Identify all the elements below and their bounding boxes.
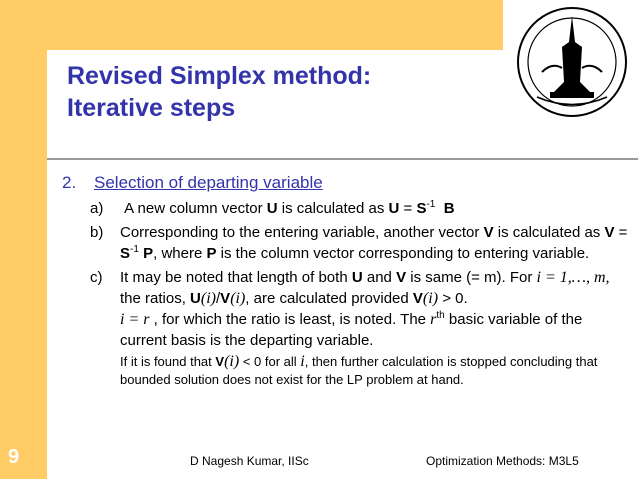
content-list (90, 198, 630, 392)
note-text: If it is found that (120, 354, 212, 369)
iisc-logo-icon (512, 2, 632, 122)
equals-sign: = (618, 224, 628, 241)
item-text: It may be noted that length of both (120, 269, 348, 286)
section-heading (62, 172, 323, 194)
vector-u: U (351, 269, 363, 286)
index-r: i = r (120, 311, 150, 328)
matrix-s: S (416, 200, 427, 217)
vector-v: V (215, 354, 225, 369)
vector-v: V (483, 224, 494, 241)
matrix-s: S (120, 245, 131, 262)
list-item-b (90, 222, 630, 264)
index-r: r (430, 311, 437, 328)
top-band (0, 0, 503, 50)
ratio-slash: / (216, 290, 221, 307)
vector-u: U (190, 290, 201, 307)
vector-u: U (388, 200, 400, 217)
list-item-a (90, 198, 630, 219)
vector-v: V (220, 290, 231, 307)
item-text: is calculated as (497, 224, 601, 241)
item-text: is calculated as (281, 200, 385, 217)
item-text: is same (= m). For (410, 269, 533, 286)
index-i: (i) (422, 290, 439, 307)
index-i: (i) (230, 290, 246, 307)
item-text: > 0. (442, 290, 468, 307)
slide-title (67, 60, 371, 124)
list-item-c (90, 267, 630, 389)
vector-v: V (412, 290, 423, 307)
vector-p: P (206, 245, 217, 262)
item-text: , are calculated provided (245, 290, 409, 307)
left-sidebar-band (0, 0, 47, 479)
item-text: A new column vector (124, 200, 263, 217)
vector-v: V (396, 269, 407, 286)
item-text: is the column vector corresponding to entering variable. (220, 245, 590, 262)
item-text: and (366, 269, 392, 286)
inverse-exponent: -1 (130, 244, 139, 255)
footer-author: D Nagesh Kumar, IISc (190, 454, 309, 468)
vector-p: P (143, 245, 154, 262)
item-text: , for which the ratio is least, is noted. The (153, 311, 426, 328)
title-line-2: Iterative steps (67, 94, 236, 122)
vector-b: B (443, 200, 455, 217)
vector-v: V (604, 224, 615, 241)
item-label: c) (90, 269, 103, 286)
note-text: , then further calculation is stopped concluding that bounded solution does not exist for the LP problem at hand. (120, 354, 598, 387)
section-number: 2. (62, 173, 77, 192)
item-label: a) (90, 200, 104, 217)
item-label: b) (90, 224, 104, 241)
index-range: i = 1,…, m, (536, 269, 610, 286)
title-divider (47, 158, 638, 160)
title-line-1: Revised Simplex method: (67, 62, 372, 90)
inverse-exponent: -1 (426, 199, 436, 210)
section-title: Selection of departing variable (94, 173, 323, 192)
note-paragraph (120, 353, 630, 389)
equals-sign: = (403, 200, 413, 217)
item-text: , where (153, 245, 203, 262)
index-i: (i) (224, 353, 240, 370)
item-text: Corresponding to the entering variable, another vector (120, 224, 480, 241)
index-i: (i) (200, 290, 216, 307)
index-i: i (300, 353, 305, 370)
item-text: the ratios, (120, 290, 186, 307)
item-text: basic variable of the current basis is the departing variable. (120, 311, 583, 349)
note-text: < 0 for all (242, 354, 297, 369)
page-number: 9 (8, 446, 20, 468)
vector-u: U (266, 200, 278, 217)
footer-course: Optimization Methods: M3L5 (426, 454, 579, 468)
ordinal-suffix: th (436, 310, 445, 321)
